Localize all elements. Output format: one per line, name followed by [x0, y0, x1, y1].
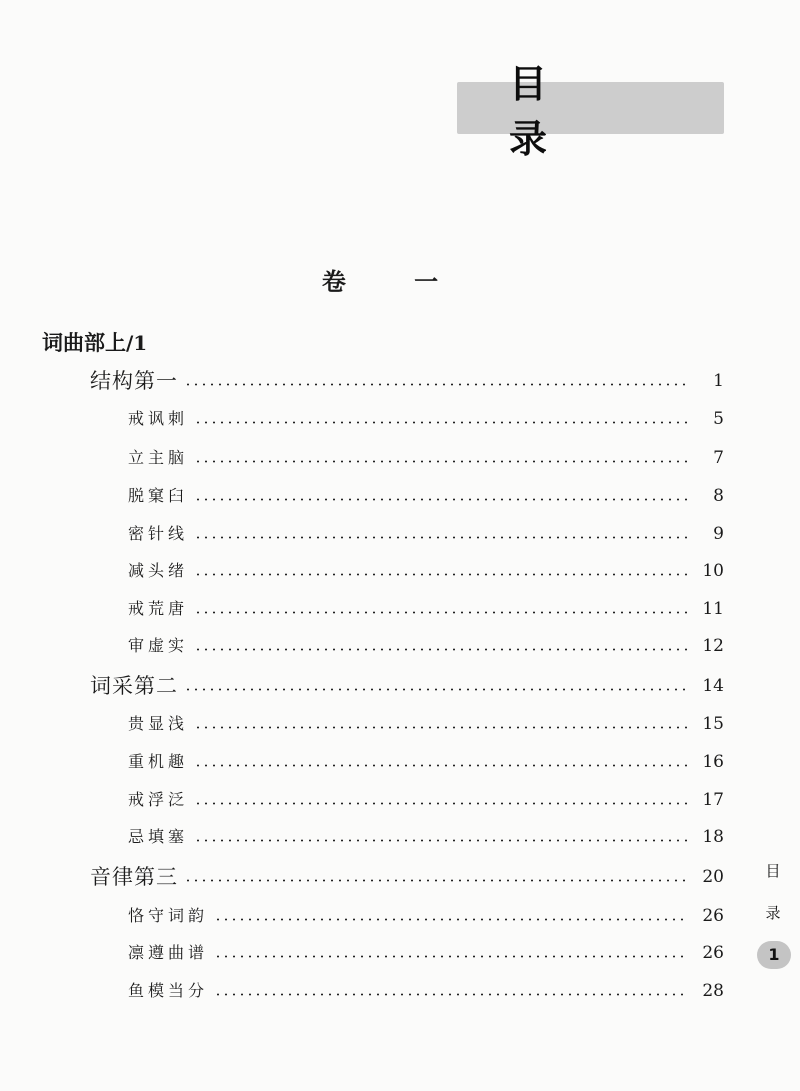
part-label: 词曲部上: [42, 331, 126, 355]
toc-entry-label: 审虚实: [128, 636, 189, 655]
dot-leader: [194, 404, 688, 434]
toc-entry-section[interactable]: [128, 938, 724, 968]
dot-leader: [194, 556, 688, 586]
dot-leader: [194, 747, 688, 777]
dot-leader: [184, 366, 688, 396]
toc-entry-label: 重机趣: [128, 752, 189, 771]
dot-leader: [194, 594, 688, 624]
dot-leader: [194, 785, 688, 815]
toc-entry-page: 7: [713, 448, 724, 468]
side-tab-char-2: 录: [765, 904, 781, 922]
toc-entry-label: 结构第一: [90, 369, 178, 393]
page-number-badge: 1: [757, 941, 791, 969]
page-title: 目 录: [457, 82, 724, 134]
toc-entry-page: 11: [702, 599, 724, 619]
toc-entry-label: 减头绪: [128, 561, 189, 580]
dot-leader: [194, 709, 688, 739]
toc-entry-page: 26: [702, 906, 724, 926]
toc-entry-label: 词采第二: [90, 674, 178, 698]
toc-entry-section[interactable]: [128, 709, 724, 739]
dot-leader: [184, 862, 688, 892]
dot-leader: [194, 443, 688, 473]
toc-entry-page: 20: [702, 867, 724, 887]
toc-entry-section[interactable]: [128, 747, 724, 777]
side-tab-char-1: 目: [765, 862, 781, 880]
toc-entry-section[interactable]: [128, 822, 724, 852]
toc-entry-label: 鱼模当分: [128, 981, 209, 1000]
dot-leader: [194, 822, 688, 852]
toc-entry-label: 戒讽刺: [128, 409, 189, 428]
part-heading: [42, 326, 147, 360]
toc-entry-section[interactable]: [128, 481, 724, 511]
toc-entry-section[interactable]: [128, 901, 724, 931]
volume-heading: 卷 一: [321, 268, 469, 296]
toc-entry-page: 8: [713, 486, 724, 506]
toc-entry-label: 恪守词韵: [128, 906, 209, 925]
toc-entry-label: 密针线: [128, 524, 189, 543]
toc-entry-label: 戒浮泛: [128, 790, 189, 809]
toc-entry-section[interactable]: [128, 519, 724, 549]
toc-entry-label: 脱窠臼: [128, 486, 189, 505]
toc-entry-page: 17: [702, 790, 724, 810]
toc-entry-page: 5: [713, 409, 724, 429]
toc-entry-page: 26: [702, 943, 724, 963]
toc-entry-label: 音律第三: [90, 865, 178, 889]
toc-entry-page: 28: [702, 981, 724, 1001]
part-page: /1: [126, 331, 148, 355]
toc-entry-label: 立主脑: [128, 448, 189, 467]
toc-entry-section[interactable]: [128, 443, 724, 473]
toc-entry-section[interactable]: [128, 594, 724, 624]
toc-entry-page: 10: [702, 561, 724, 581]
toc-entry-page: 14: [702, 676, 724, 696]
toc-entry-section[interactable]: [128, 556, 724, 586]
dot-leader: [194, 481, 688, 511]
toc-entry-section[interactable]: [128, 404, 724, 434]
toc-entry-section[interactable]: [128, 976, 724, 1006]
toc-entry-page: 16: [702, 752, 724, 772]
toc-entry-chapter[interactable]: [90, 862, 724, 892]
dot-leader: [214, 901, 688, 931]
dot-leader: [214, 938, 688, 968]
toc-entry-page: 18: [702, 827, 724, 847]
toc-entry-label: 忌填塞: [128, 827, 189, 846]
toc-entry-page: 12: [702, 636, 724, 656]
toc-entry-label: 戒荒唐: [128, 599, 189, 618]
dot-leader: [214, 976, 688, 1006]
toc-entry-page: 1: [713, 371, 724, 391]
dot-leader: [184, 671, 688, 701]
dot-leader: [194, 519, 688, 549]
toc-entry-section[interactable]: [128, 785, 724, 815]
toc-entry-chapter[interactable]: [90, 366, 724, 396]
toc-entry-chapter[interactable]: [90, 671, 724, 701]
toc-entry-label: 贵显浅: [128, 714, 189, 733]
toc-entry-page: 9: [713, 524, 724, 544]
dot-leader: [194, 631, 688, 661]
toc-entry-section[interactable]: [128, 631, 724, 661]
toc-entry-page: 15: [702, 714, 724, 734]
toc-entry-label: 凛遵曲谱: [128, 943, 209, 962]
